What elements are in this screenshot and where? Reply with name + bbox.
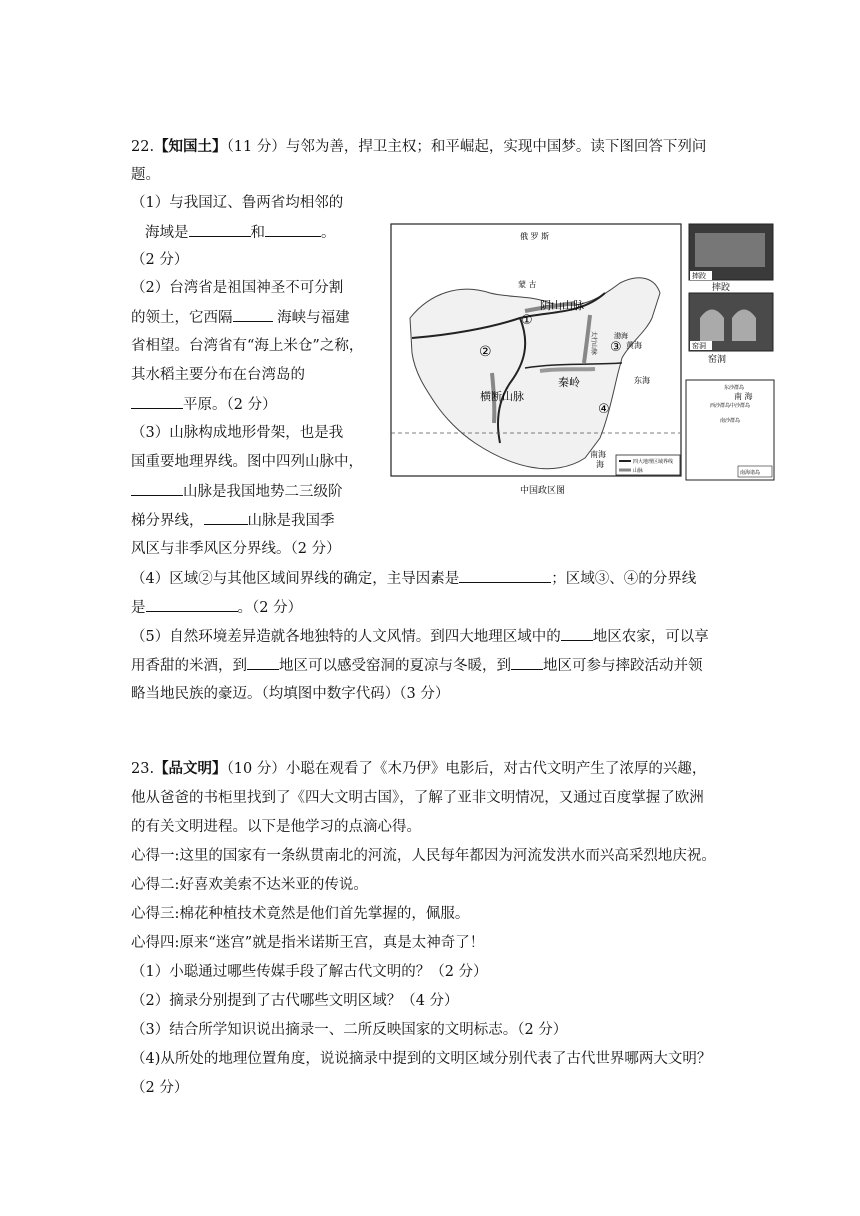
q22-p5-line3: 略当地民族的豪迈。（均填图中数字代码）（3 分） xyxy=(131,686,450,702)
label-sea-short: 海 xyxy=(596,460,604,469)
q22-p3-text2: 梯分界线， xyxy=(131,513,204,529)
q23-sub-4-score: （2 分） xyxy=(131,1080,189,1096)
q22-p1-line2 xyxy=(145,222,336,243)
south-sea-inset xyxy=(686,380,774,480)
q22-p3-line3 xyxy=(131,481,343,502)
q22-p2-line1: （2）台湾省是祖国神圣不可分割 xyxy=(131,280,344,296)
q22-p5-line1 xyxy=(131,626,709,647)
q22-p5-line2 xyxy=(131,655,703,676)
photo2-tag: 窑洞 xyxy=(692,342,706,350)
q23-excerpt-2: 心得二:好喜欢美索不达米亚的传说。 xyxy=(131,877,368,893)
q22-intro-line2: 题。 xyxy=(131,167,160,183)
q22-intro-line1 xyxy=(131,137,706,157)
island-dongsha: 东沙群岛 xyxy=(724,385,745,391)
q22-p3-line4 xyxy=(131,510,335,531)
answer-blank[interactable] xyxy=(265,222,321,237)
q22-p5-text2: 地区农家，可以享 xyxy=(592,629,709,645)
label-region-2: ② xyxy=(479,344,492,360)
wrestling-photo-inner xyxy=(695,233,765,267)
q23-intro: （10 分）小聪在观看了《木乃伊》电影后，对古代文明产生了浓厚的兴趣， xyxy=(226,761,707,777)
answer-blank[interactable] xyxy=(189,222,251,237)
q23-intro-line1 xyxy=(131,759,706,779)
photo1-tag: 摔跤 xyxy=(692,272,706,280)
label-region-3: ③ xyxy=(610,340,622,355)
q22-number: 22. xyxy=(131,139,155,155)
label-south-sea: 南海 xyxy=(590,450,606,459)
china-map-figure xyxy=(390,223,776,498)
q22-p2-text: 的领土，它西隔 xyxy=(131,310,233,326)
q22-p2-text2: 海峡与福建 xyxy=(272,310,350,326)
answer-blank[interactable] xyxy=(511,655,543,670)
q22-p1-score: （2 分） xyxy=(131,252,189,268)
inset-sea-label: 南 海 xyxy=(734,392,753,401)
answer-blank[interactable] xyxy=(247,655,279,670)
q22-p3-line5: 风区与非季风区分界线。（2 分） xyxy=(131,541,341,557)
q23-tag: 【品文明】 xyxy=(154,760,227,777)
label-bohai: 渤海 xyxy=(614,332,628,340)
cave-arch-2 xyxy=(732,310,756,342)
island-nansha: 南沙群岛 xyxy=(720,418,741,424)
answer-blank[interactable] xyxy=(561,626,593,641)
q23-sub-3: （3）结合所学知识说出摘录一、二所反映国家的文明标志。（2 分） xyxy=(131,1022,568,1038)
q23-excerpt-3: 心得三:棉花种植技术竟然是他们首先掌握的，佩服。 xyxy=(131,906,470,922)
q22-p4-text2: ；区域③、④的分界线 xyxy=(551,571,697,587)
q22-p2-text3: 平原。（2 分） xyxy=(183,397,277,413)
label-region-4: ④ xyxy=(598,402,610,417)
q22-p5-text: （5）自然环境差异造就各地独特的人文风情。到四大地理区域中的 xyxy=(131,629,561,645)
q22-p4-line1 xyxy=(131,568,696,589)
q23-excerpt-1: 心得一:这里的国家有一条纵贯南北的河流，人民每年都因为河流发洪水而兴高采烈地庆祝。 xyxy=(131,848,716,864)
answer-blank[interactable] xyxy=(459,568,551,583)
q22-p3-text3: 山脉是我国季 xyxy=(247,513,335,529)
q22-p3-line1: （3）山脉构成地形骨架，也是我 xyxy=(131,425,344,441)
label-qinling: 秦岭 xyxy=(558,376,580,389)
q22-p5-text5: 地区可参与摔跤活动并领 xyxy=(543,658,703,674)
label-east-sea: 东海 xyxy=(634,376,650,385)
label-region-1: ① xyxy=(521,313,533,328)
legend-mtn-label: 山脉 xyxy=(633,468,644,474)
q22-p3-line2: 国重要地理界线。图中四列山脉中， xyxy=(131,454,363,470)
q23-intro-line2: 他从爸爸的书柜里找到了《四大文明古国》，了解了亚非文明情况，又通过百度掌握了欧洲 xyxy=(131,790,704,806)
legend-line-label: 四大地理区域界线 xyxy=(633,459,674,465)
label-yellow-sea: 黄海 xyxy=(626,341,642,350)
answer-blank[interactable] xyxy=(131,481,183,496)
q22-p1-text: 海域是 xyxy=(145,225,189,241)
q22-p4-text: （4）区域②与其他区域间界线的确定，主导因素是 xyxy=(131,571,460,587)
q23-excerpt-4: 心得四:原来“迷宫”就是指米诺斯王宫，真是太神奇了！ xyxy=(131,935,485,951)
q23-sub-4: （4)从所处的地理位置角度，说说摘录中提到的文明区域分别代表了古代世界哪两大文明？ xyxy=(131,1051,712,1067)
island-zhongsha: 中沙群岛 xyxy=(730,403,751,409)
inset-caption: 南海诸岛 xyxy=(740,470,761,476)
q22-p2-line4: 其水稻主要分布在台湾岛的 xyxy=(131,367,305,383)
q22-p5-text4: 地区可以感受窑洞的夏凉与冬暖，到 xyxy=(279,658,511,674)
label-hengduan: 横断山脉 xyxy=(480,390,524,403)
label-mongolia: 蒙 古 xyxy=(518,280,537,289)
q22-p2-line3: 省相望。台湾省有“海上米仓”之称， xyxy=(131,338,364,354)
label-taihang: 太行山脉 xyxy=(590,331,597,356)
q22-p5-text3: 用香甜的米酒，到 xyxy=(131,658,247,674)
map-legend xyxy=(616,455,680,475)
answer-blank[interactable] xyxy=(233,307,273,322)
q22-p2-line2 xyxy=(131,307,350,328)
q22-p1-line1: （1）与我国辽、鲁两省均相邻的 xyxy=(131,195,344,211)
q23-sub-1: （1）小聪通过哪些传媒手段了解古代文明的？（2 分） xyxy=(131,964,488,980)
label-russia: 俄 罗 斯 xyxy=(520,232,550,241)
q22-p4-text4: 。（2 分） xyxy=(237,600,303,616)
q23-sub-2: （2）摘录分别提到了古代哪些文明区域？（4 分） xyxy=(131,993,459,1009)
q22-p1-and: 和 xyxy=(250,225,265,241)
photo2-caption: 窑洞 xyxy=(708,355,727,365)
label-yinshan: 阴山山脉 xyxy=(540,299,584,312)
cave-arch-1 xyxy=(700,310,724,342)
map-caption: 中国政区图 xyxy=(520,486,566,496)
q23-number: 23. xyxy=(131,761,155,777)
answer-blank[interactable] xyxy=(131,394,183,409)
answer-blank[interactable] xyxy=(204,510,248,525)
q22-p4-text3: 是 xyxy=(131,600,146,616)
island-xisha: 西沙群岛 xyxy=(710,403,731,409)
answer-blank[interactable] xyxy=(146,597,238,612)
qinling-mountain xyxy=(540,369,595,371)
q22-tag: 【知国土】 xyxy=(154,138,227,155)
q22-intro: （11 分）与邻为善，捍卫主权；和平崛起，实现中国梦。读下图回答下列问 xyxy=(226,139,707,155)
photo1-caption: 摔跤 xyxy=(712,283,731,293)
q22-p4-line2 xyxy=(131,597,302,618)
q22-p3-text: 山脉是我国地势二三级阶 xyxy=(183,484,343,500)
q22-p2-line5 xyxy=(131,394,277,415)
q23-intro-line3: 的有关文明进程。以下是他学习的点滴心得。 xyxy=(131,819,421,835)
q22-p1-end: 。 xyxy=(321,225,336,241)
